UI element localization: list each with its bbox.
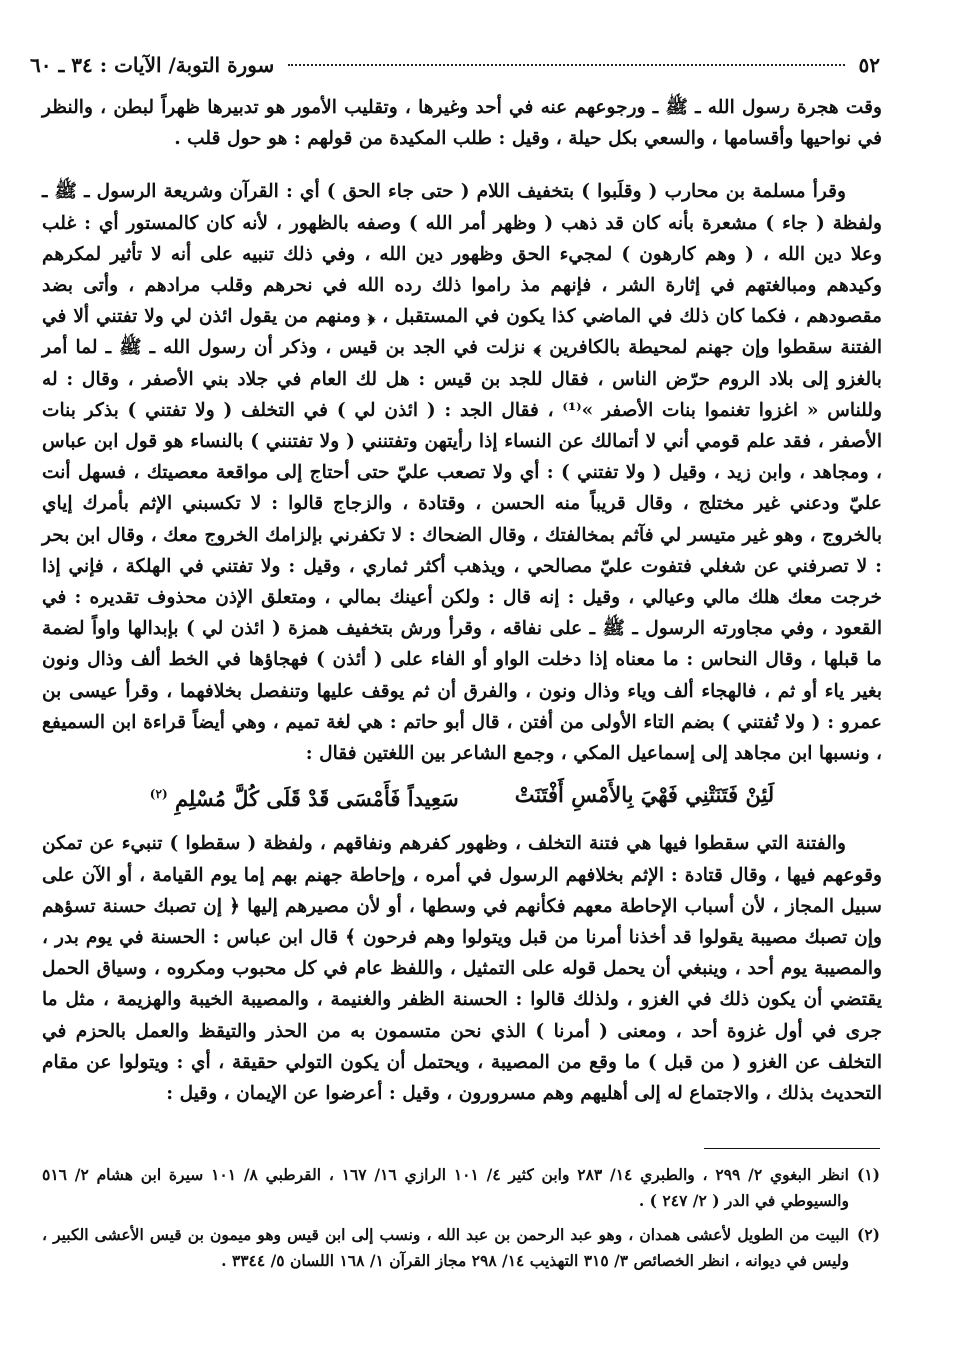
paragraph-gap	[42, 154, 882, 176]
page-header	[30, 48, 880, 82]
paragraph: وقرأ مسلمة بن محارب ( وقلَبوا ) بتخفيف اللام ( حتى جاء الحق ) أي : القرآن وشريعة الرسول ـ ﷺ ـ ولفظة ( جاء ) مشعرة بأنه كان قد ذهب ( وظهر أمر الله ) وصفه بالظهور ، لأنه كان كالمستور أي : غلب وعلا دين الله ، ( وهم كارهون ) لمجيء الحق وظهور دين الله ، وفي ذلك تنبيه على أنه لا تأثير لمكرهم وكيدهم ومبالغتهم في إثارة الشر ، فإنهم مذ راموا ذلك رده الله في نحرهم وقلب مرادهم ، وأتى بضد مقصودهم ، فكما كان ذلك في الماضي كذا يكون في المستقبل ، ﴿ ومنهم من يقول ائذن لي ولا تفتني ألا في الفتنة سقطوا وإن جهنم لمحيطة بالكافرين ﴾ نزلت في الجد بن قيس ، وذكر أن رسول الله ـ ﷺ ـ لما أمر بالغزو إلى بلاد الروم حرّض الناس ، فقال للجد بن قيس : هل لك العام في جلاد بني الأصفر ، وقال : له وللناس « اغزوا تغنموا بنات الأصفر »⁽¹⁾ ، فقال الجد : ( ائذن لي ) في التخلف ( ولا تفتني ) بذكر بنات الأصفر ، فقد علم قومي أني لا أتمالك عن النساء إذا رأيتهن وتفتنني ( ولا تفتنني ) بالنساء هو قول ابن عباس ، ومجاهد ، وابن زيد ، وقيل ( ولا تفتني ) : أي ولا تصعب عليّ حتى أحتاج إلى مواقعة معصيتك ، فسهل أنت عليّ ودعني غير مختلج ، وقال قريباً منه الحسن ، وقتادة ، والزجاج قالوا : لا تكسبني الإثم بأمرك إياي بالخروج ، وهو غير متيسر لي فآثم بمخالفتك ، وقال الضحاك : لا تكفرني بإلزامك الخروج معك ، وقال ابن بحر : لا تصرفني عن شغلي فتفوت عليّ مصالحي ، ويذهب أكثر ثماري ، وقيل : ولا تفتني في الهلكة ، فإني إذا خرجت معك هلك مالي وعيالي ، وقيل : إنه قال : ولكن أعينك بمالي ، ومتعلق الإذن محذوف تقديره : في القعود ، وفي مجاورته الرسول ـ ﷺ ـ على نفاقه ، وقرأ ورش بتخفيف همزة ( ائذن لي ) بإبدالها واواً لضمة ما قبلها ، وقال النحاس : ما معناه إذا دخلت الواو أو الفاء على ( أئذن ) فهجاؤها في الخط ألف وذال ونون بغير ياء أو ثم ، فالهجاء ألف وياء وذال ونون ، والفرق أن ثم يوقف عليها وتنفصل بخلافهما ، وقرأ عيسى بن عمرو : ( ولا تُفتني ) بضم التاء الأولى من أفتن ، قال أبو حاتم : هي لغة تميم ، وهي أيضاً قراءة ابن السميفع ، ونسبها ابن مجاهد إلى إسماعيل المكي ، وجمع الشاعر بين اللغتين فقال :	[42, 181, 882, 765]
footnote-marker: (٢)	[149, 787, 168, 802]
paragraph: والفتنة التي سقطوا فيها هي فتنة التخلف ، وظهور كفرهم ونفاقهم ، ولفظة ( سقطوا ) تنبيء عن تمكن وقوعهم فيها ، وقال قتادة : الإثم بخلافهم الرسول في أمره ، وإحاطة جهنم بهم إما يوم القيامة ، أو الآن على سبيل المجاز ، لأن أسباب الإحاطة معهم فكأنهم في وسطها ، أو لأن مصيرهم إليها ﴿ إن تصبك حسنة تسؤهم وإن تصبك مصيبة يقولوا قد أخذنا أمرنا من قبل ويتولوا وهم فرحون ﴾ قال ابن عباس : الحسنة في يوم بدر ، والمصيبة يوم أحد ، وينبغي أن يحمل قوله على التمثيل ، واللفظ عام في كل محبوب ومكروه ، وسياق الحمل يقتضي أن يكون ذلك في الغزو ، ولذلك قالوا : الحسنة الظفر والغنيمة ، والمصيبة الخيبة والهزيمة ، مثل ما جرى في أول غزوة أحد ، ومعنى ( أمرنا ) الذي نحن متسمون به من الحذر والتيقظ والعمل بالحزم في التخلف عن الغزو ( من قبل ) ما وقع من المصيبة ، ويحتمل أن يكون التولي حقيقة ، أي : ويتولوا عن مقام التحديث بذلك ، والاجتماع له إلى أهليهم وهم مسرورون ، وقيل : أعرضوا عن الإيمان ، وقيل :	[42, 833, 882, 1105]
footnote-number: (١)	[856, 1165, 880, 1184]
footnote-item	[42, 1222, 880, 1274]
paragraph: وقت هجرة رسول الله ـ ﷺ ـ ورجوعهم عنه في أحد وغيرها ، وتقليب الأمور هو تدبيرها ظهراً لبطن ، والنظر في نواحيها وأقسامها ، والسعي بكل حيلة ، وقيل : طلب المكيدة من قولهم : هو حول قلب .	[42, 97, 882, 150]
footnotes	[42, 1162, 880, 1282]
verse-hemistich-second-text: سَعِيداً فَأَمْسَى قَدْ قَلَى كُلَّ مُسْلِمِ	[174, 786, 459, 812]
verse-hemistich-first: لَئِنْ فَتَنَتْنِي فَهْيَ بِالأَمْسِ أَفْتَنَتْ	[514, 782, 775, 808]
page-number: ٥٢	[858, 53, 880, 77]
verse-hemistich-second	[150, 779, 459, 814]
footnote-text: البيت من الطويل لأعشى همدان ، وهو عبد الرحمن بن عبد الله ، ونسب إلى ابن قيس وهو ميمون بن قيس الأعشى الكبير ، وليس في ديوانه ، انظر الخصائص ٣/ ٣١٥ التهذيب ١٤/ ٢٩٨ مجاز القرآن ١/ ١٦٨ اللسان ٥/ ٣٣٤٤ .	[42, 1225, 849, 1270]
main-text	[42, 92, 882, 1109]
running-title: سورة التوبة/ الآيات : ٣٤ ـ ٦٠	[30, 53, 275, 77]
footnote-text: انظر البغوي ٢/ ٢٩٩ ، والطبري ١٤/ ٢٨٣ وابن كثير ٤/ ١٠١ الرازي ١٦/ ١٦٧ ، القرطبي ٨/ ١٠١ سيرة ابن هشام ٢/ ٥١٦ والسيوطي في الدر ( ٢/ ٢٤٧ ) .	[42, 1165, 849, 1210]
footnote-number: (٢)	[856, 1225, 880, 1244]
poetry-verse	[42, 779, 882, 814]
header-dot-leader	[288, 64, 844, 66]
footnote-separator	[704, 1148, 880, 1149]
footnote-item	[42, 1162, 880, 1214]
